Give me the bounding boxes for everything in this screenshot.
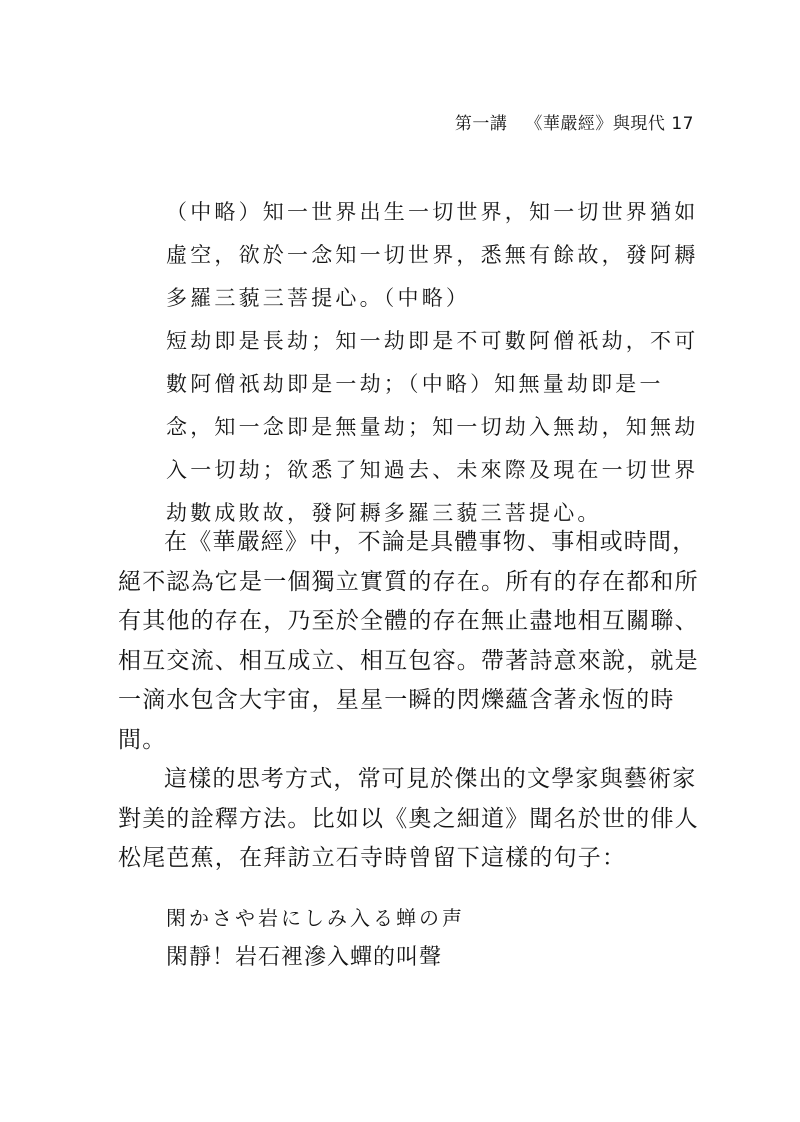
haiku-japanese: 閑かさや岩にしみ入る蝉の声 bbox=[166, 906, 465, 930]
haiku-block bbox=[166, 898, 666, 978]
haiku-translation: 閑靜！岩石裡滲入蟬的叫聲 bbox=[166, 945, 443, 970]
paragraph-line: 這樣的思考方式，常可見於傑出的文學家與藝術家 bbox=[164, 766, 697, 792]
quote-line: 數阿僧祇劫即是一劫；（中略）知無量劫即是一 bbox=[166, 372, 664, 396]
quote-line: （中略）知一世界出生一切世界，知一切世界猶如 bbox=[166, 200, 699, 224]
quote-line: 多羅三藐三菩提心。（中略） bbox=[166, 286, 471, 310]
body-text bbox=[118, 523, 699, 879]
sutra-quotation bbox=[166, 191, 699, 535]
quote-line: 入一切劫；欲悉了知過去、未來際及現在一切世界 bbox=[166, 458, 699, 482]
paragraph-line: 在《華嚴經》中，不論是具體事物、事相或時間， bbox=[164, 529, 697, 555]
paragraph-line: 有其他的存在，乃至於全體的存在無止盡地相互關聯、 bbox=[118, 608, 699, 634]
chapter-title: 《華嚴經》與現代 bbox=[525, 114, 666, 134]
quote-line: 念，知一念即是無量劫；知一切劫入無劫，知無劫 bbox=[166, 415, 699, 439]
quote-line: 劫數成敗故，發阿耨多羅三藐三菩提心。 bbox=[166, 501, 602, 525]
quote-line: 短劫即是長劫；知一劫即是不可數阿僧祇劫，不可 bbox=[166, 329, 699, 353]
chapter-label: 第一講 bbox=[454, 114, 508, 134]
paragraph-line: 絕不認為它是一個獨立實質的存在。所有的存在都和所 bbox=[118, 568, 699, 595]
page-number: 17 bbox=[671, 114, 694, 134]
quote-line: 虛空，欲於一念知一切世界，悉無有餘故，發阿耨 bbox=[166, 243, 699, 267]
running-header bbox=[455, 109, 694, 134]
paragraph-line: 對美的詮釋方法。比如以《奧之細道》聞名於世的俳人 bbox=[118, 805, 699, 832]
paragraph-line: 松尾芭蕉，在拜訪立石寺時曾留下這樣的句子： bbox=[118, 845, 627, 871]
paragraph-line: 間。 bbox=[118, 726, 167, 753]
paragraph-line: 相互交流、相互成立、相互包容。帶著詩意來說，就是 bbox=[118, 647, 699, 674]
paragraph-line: 一滴水包含大宇宙，星星一瞬的閃爍蘊含著永恆的時 bbox=[118, 687, 675, 713]
